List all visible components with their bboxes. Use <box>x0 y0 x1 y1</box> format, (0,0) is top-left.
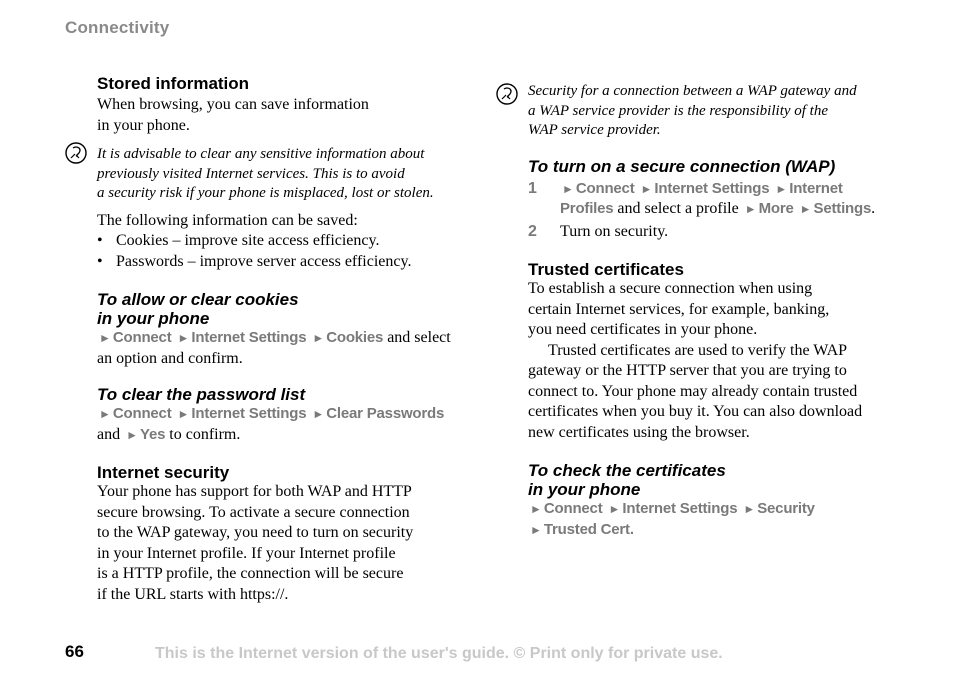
trusted-line: To establish a secure connection when using <box>528 280 813 297</box>
tip-note-cookies <box>97 145 477 204</box>
trusted-line: certificates when you buy it. You can also download <box>528 403 863 420</box>
menu-trusted-cert: Trusted Cert. <box>543 520 634 538</box>
arrow-icon: ► <box>99 407 111 421</box>
section-header: Connectivity <box>65 18 170 37</box>
check-certificates-heading <box>528 461 908 499</box>
arrow-icon: ► <box>530 502 542 516</box>
tip-line-3: WAP service provider. <box>528 122 661 138</box>
step1-period: . <box>871 200 876 217</box>
password-tail: to confirm. <box>169 425 241 443</box>
list-item-text: Cookies – improve site access efficiency. <box>116 232 380 249</box>
cookies-heading-line-2: in your phone <box>97 309 210 328</box>
step-number: 1 <box>528 179 537 197</box>
trusted-line: connect to. Your phone may already contain trusted <box>528 382 858 400</box>
step2-text: Turn on security. <box>560 222 669 240</box>
arrow-icon: ► <box>608 502 621 516</box>
following-text: The following information can be saved: <box>97 211 358 229</box>
trusted-para-1 <box>528 279 908 341</box>
security-line: secure browsing. To activate a secure connection <box>97 503 410 521</box>
security-line: Your phone has support for both WAP and HTTP <box>97 483 412 500</box>
arrow-icon: ► <box>744 202 757 216</box>
footer-note: This is the Internet version of the user's guide. © Print only for private use. <box>155 645 723 662</box>
trusted-line: certain Internet services, for example, banking, <box>528 300 830 318</box>
menu-internet-settings: Internet Settings <box>191 329 307 346</box>
page-number: 66 <box>65 642 84 661</box>
tip-line-1: It is advisable to clear any sensitive information about <box>97 146 425 162</box>
check-certificates-instructions <box>528 499 908 540</box>
check-heading-line-2: in your phone <box>528 480 641 499</box>
bullet-mark: • <box>97 232 103 249</box>
trusted-line: gateway or the HTTP server that you are trying to <box>528 362 847 379</box>
menu-settings: Settings <box>813 200 872 217</box>
menu-more: More <box>758 200 794 217</box>
secure-connection-heading: To turn on a secure connection (WAP) <box>528 156 836 176</box>
tip-lightbulb-icon <box>64 141 88 165</box>
internet-security-heading: Internet security <box>97 463 230 482</box>
password-and: and <box>97 425 121 443</box>
trusted-certificates-heading: Trusted certificates <box>528 260 684 279</box>
stored-info-text <box>97 95 477 136</box>
menu-connect: Connect <box>112 329 172 346</box>
left-column <box>97 74 477 605</box>
menu-internet: Internet <box>789 179 843 197</box>
menu-cookies: Cookies <box>326 329 384 346</box>
arrow-icon: ► <box>312 331 325 345</box>
menu-connect: Connect <box>112 405 172 422</box>
right-column <box>528 82 908 540</box>
security-line: is a HTTP profile, the connection will be secure <box>97 565 404 582</box>
menu-internet-settings: Internet Settings <box>622 500 738 517</box>
arrow-icon: ► <box>743 502 756 516</box>
security-line: to the WAP gateway, you need to turn on security <box>97 524 414 541</box>
arrow-icon: ► <box>177 331 190 345</box>
tip-lightbulb-icon <box>495 82 519 106</box>
tip-line-2: previously visited Internet services. This is to avoid <box>97 165 405 182</box>
menu-profiles: Profiles <box>560 200 614 217</box>
trusted-line: you need certificates in your phone. <box>528 321 758 338</box>
cookies-heading-line-1: To allow or clear cookies <box>97 290 299 309</box>
arrow-icon: ► <box>530 522 542 537</box>
menu-security: Security <box>757 500 815 517</box>
password-heading: To clear the password list <box>97 385 306 404</box>
stored-info-heading: Stored information <box>97 74 250 93</box>
bullet-mark: • <box>97 252 103 270</box>
stored-text-line-1: When browsing, you can save information <box>97 96 369 113</box>
list-item <box>97 252 477 273</box>
menu-internet-settings: Internet Settings <box>191 405 307 422</box>
internet-security-text <box>97 482 477 605</box>
menu-internet-settings: Internet Settings <box>654 179 770 197</box>
step1-text: and select a profile <box>617 200 739 217</box>
tip-line-3: a security risk if your phone is misplaced, lost or stolen. <box>97 185 434 201</box>
cookies-tail-2: an option and confirm. <box>97 349 243 367</box>
menu-connect: Connect <box>543 500 603 517</box>
arrow-icon: ► <box>126 427 138 442</box>
tip-line-1: Security for a connection between a WAP gateway and <box>528 83 857 99</box>
check-heading-line-1: To check the certificates <box>528 461 726 480</box>
arrow-icon: ► <box>99 331 111 345</box>
cookies-instructions <box>97 328 477 369</box>
trusted-line: new certificates using the browser. <box>528 423 750 441</box>
list-item-text: Passwords – improve server access efficiency. <box>116 252 412 270</box>
menu-connect: Connect <box>575 179 635 197</box>
trusted-line: Trusted certificates are used to verify the WAP <box>548 341 848 359</box>
tip-line-2: a WAP service provider is the responsibility of the <box>528 102 829 119</box>
step-number: 2 <box>528 222 537 240</box>
arrow-icon: ► <box>640 181 653 196</box>
tip-note-wap <box>528 82 908 141</box>
security-line: if the URL starts with https://. <box>97 585 289 603</box>
trusted-para-2 <box>528 341 908 444</box>
saved-info-list <box>97 231 477 272</box>
list-item <box>97 231 477 252</box>
menu-clear-passwords: Clear Passwords <box>326 405 445 422</box>
arrow-icon: ► <box>799 202 812 216</box>
step-1 <box>528 179 908 220</box>
cookies-heading <box>97 290 477 328</box>
stored-text-line-2: in your phone. <box>97 116 190 134</box>
cookies-tail-1: and select <box>387 329 451 346</box>
arrow-icon: ► <box>775 181 788 196</box>
menu-yes: Yes <box>140 425 166 443</box>
arrow-icon: ► <box>312 407 325 421</box>
step-2 <box>528 222 908 243</box>
arrow-icon: ► <box>562 181 574 196</box>
password-instructions <box>97 404 477 445</box>
security-line: in your Internet profile. If your Internet profile <box>97 544 396 562</box>
arrow-icon: ► <box>177 407 190 421</box>
